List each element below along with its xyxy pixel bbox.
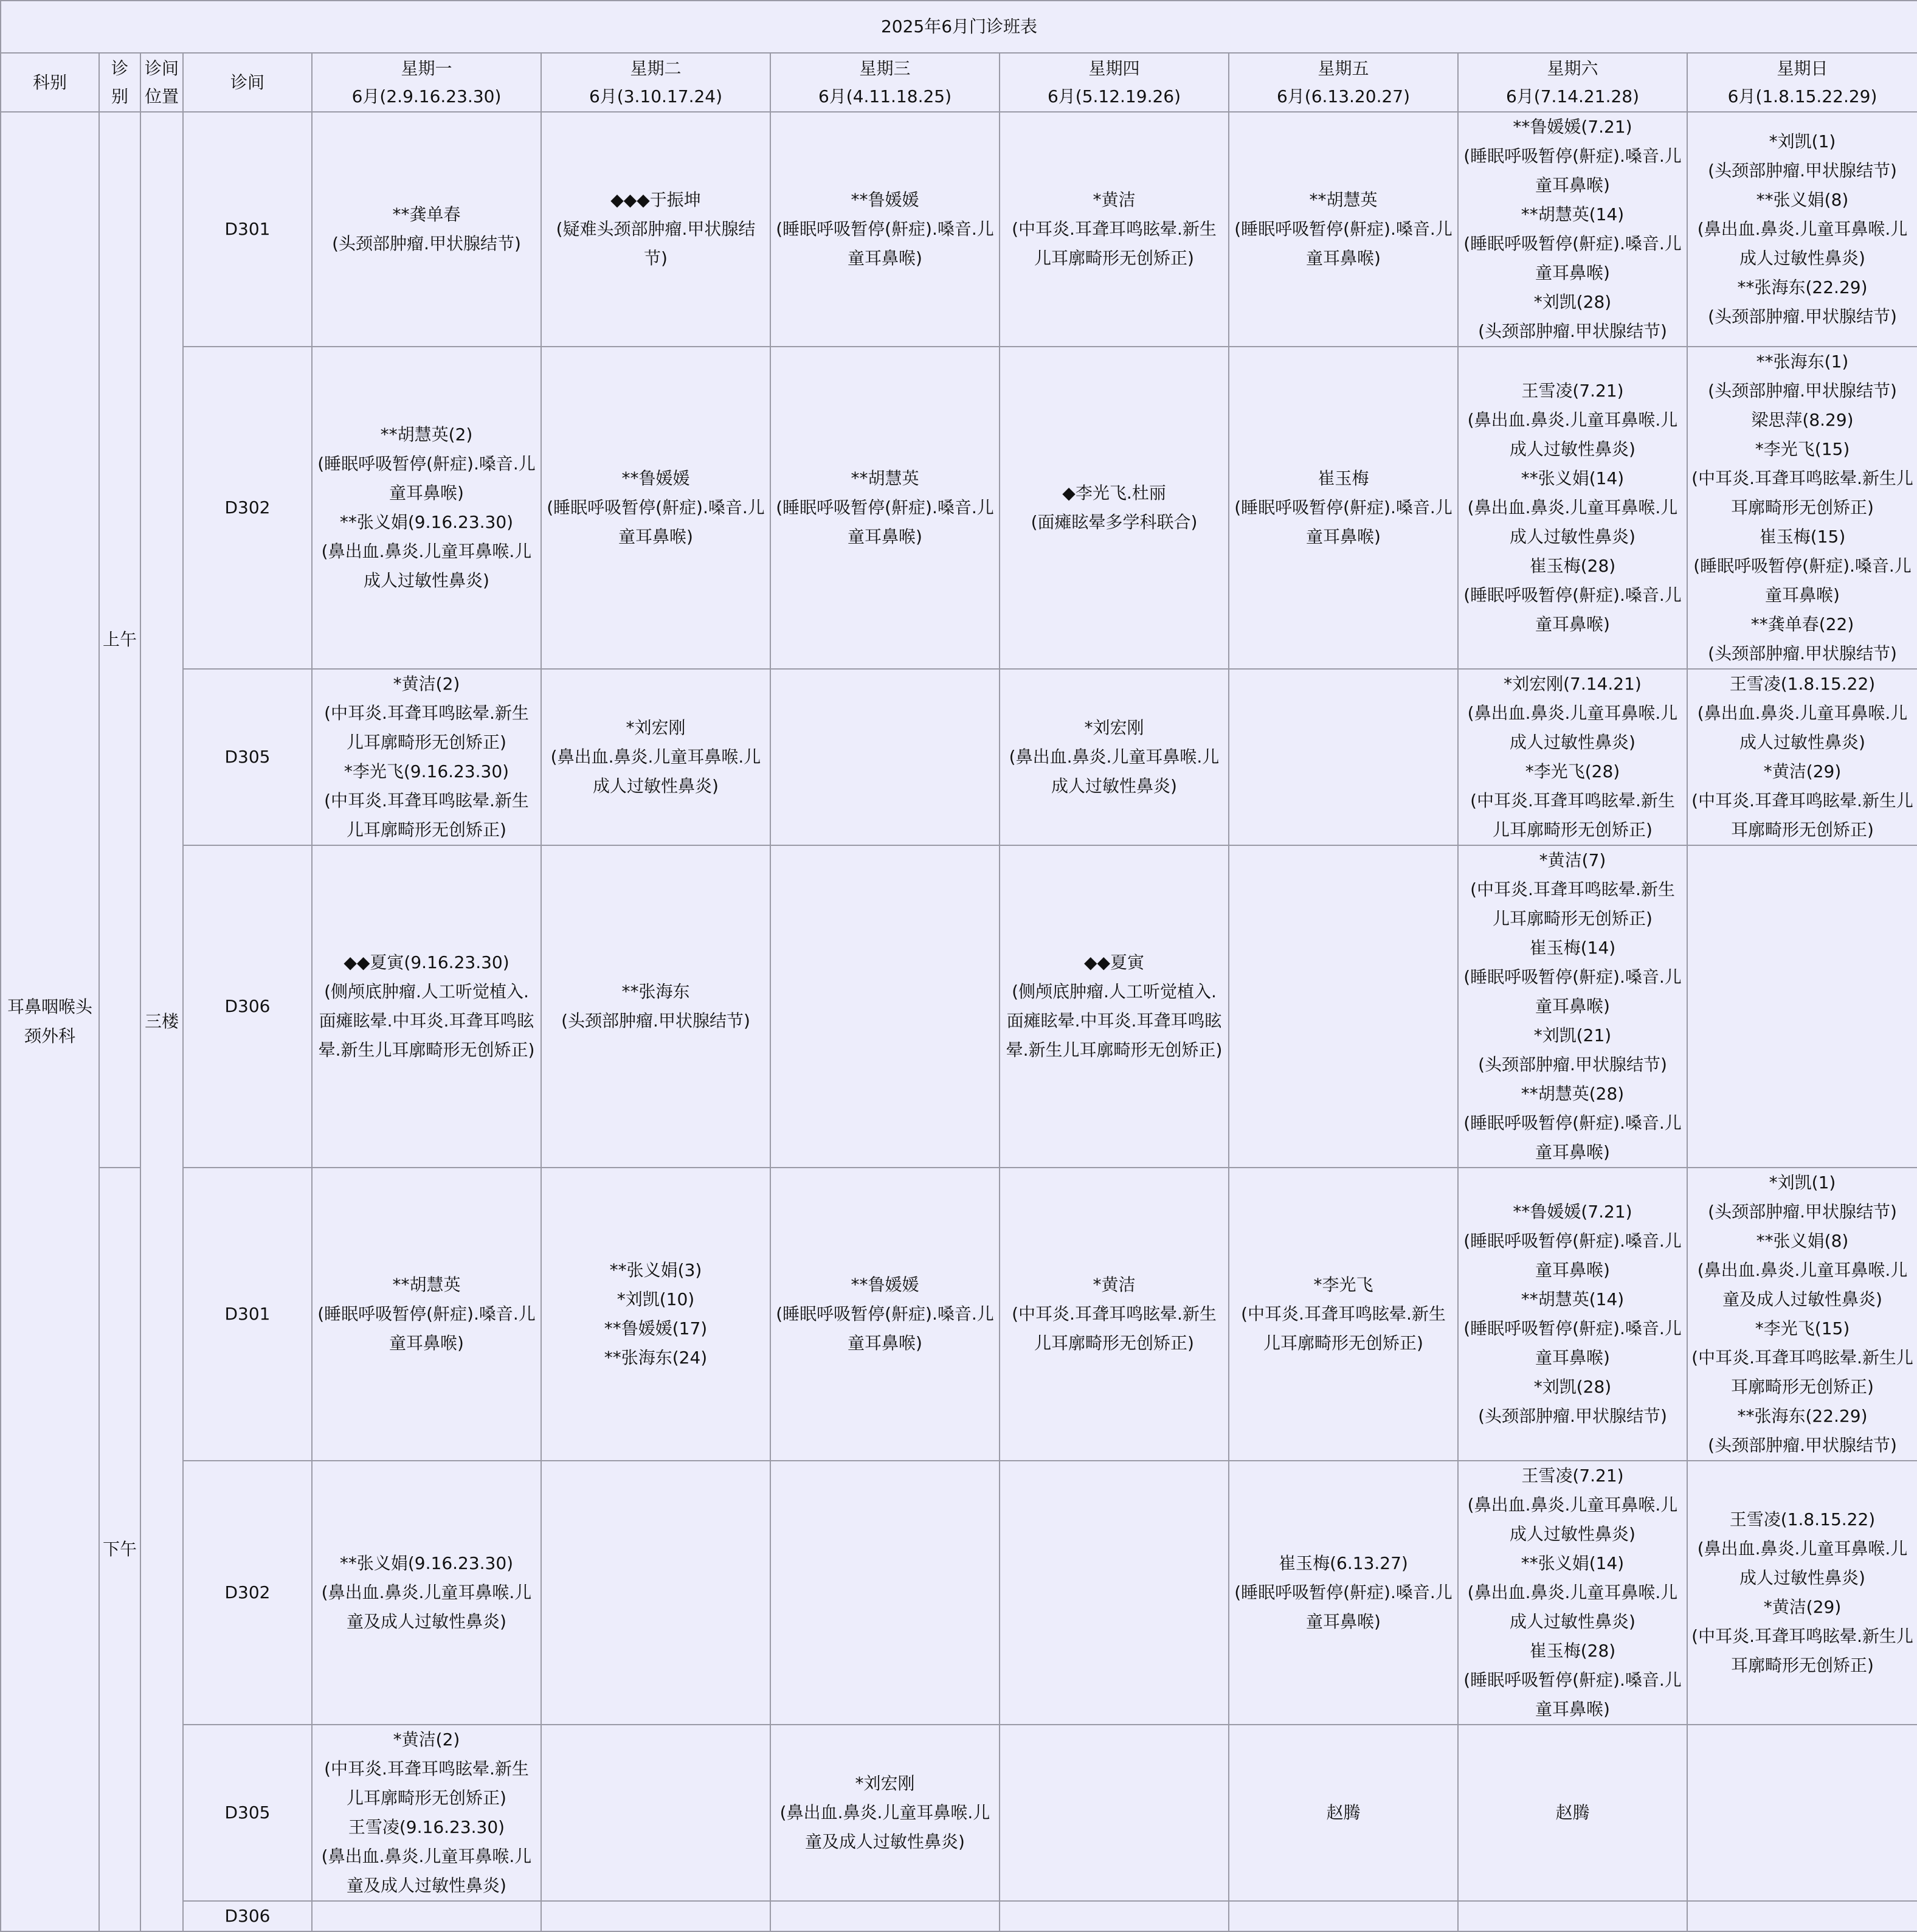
header-sunday: 星期日 6月(1.8.15.22.29) xyxy=(1687,53,1917,112)
schedule-cell-saturday xyxy=(1458,1901,1687,1931)
doctor-entry-line: (鼻出血.鼻炎.儿童耳鼻喉.儿成人过敏性鼻炎) xyxy=(1467,410,1678,459)
doctor-entry-line: 崔玉梅(14) xyxy=(1529,938,1616,958)
doctor-entry-line: (睡眠呼吸暂停(鼾症).嗓音.儿童耳鼻喉) xyxy=(1463,967,1682,1016)
schedule-cell-thursday xyxy=(1000,669,1229,845)
doctor-entry-line: 崔玉梅(28) xyxy=(1529,556,1616,576)
schedule-cell-thursday xyxy=(1000,1168,1229,1461)
doctor-entry-line: *刘凯(21) xyxy=(1533,1025,1612,1045)
doctor-entry-line: (中耳炎.耳聋耳鸣眩晕.新生儿耳廓畸形无创矫正) xyxy=(324,1759,529,1808)
schedule-cell-monday xyxy=(312,347,541,669)
doctor-entry-line: 崔玉梅(28) xyxy=(1529,1641,1616,1661)
schedule-row xyxy=(1,112,1917,347)
doctor-entry-line: (睡眠呼吸暂停(鼾症).嗓音.儿童耳鼻喉) xyxy=(317,454,536,503)
doctor-entry-line: (鼻出血.鼻炎.儿童耳鼻喉.儿成人过敏性鼻炎) xyxy=(1009,747,1220,796)
doctor-entry-line: **胡慧英(28) xyxy=(1521,1084,1625,1104)
doctor-entry-line: **张海东(24) xyxy=(604,1348,708,1368)
doctor-entry-line: *李光飞(15) xyxy=(1755,439,1850,459)
room-number: D301 xyxy=(183,112,312,347)
schedule-cell-monday xyxy=(312,669,541,845)
doctor-entry-line: (面瘫眩晕多学科联合) xyxy=(1031,512,1198,532)
schedule-cell-tuesday xyxy=(541,1461,770,1725)
doctor-entry-line: (睡眠呼吸暂停(鼾症).嗓音.儿童耳鼻喉) xyxy=(1463,585,1682,634)
schedule-cell-saturday xyxy=(1458,845,1687,1168)
doctor-entry-line: **胡慧英(14) xyxy=(1521,1289,1625,1309)
doctor-entry-line: (睡眠呼吸暂停(鼾症).嗓音.儿童耳鼻喉) xyxy=(776,219,994,268)
doctor-entry-line: (中耳炎.耳聋耳鸣眩晕.新生儿耳廓畸形无创矫正) xyxy=(1470,791,1675,840)
schedule-row xyxy=(1,1725,1917,1901)
doctor-entry-line: (睡眠呼吸暂停(鼾症).嗓音.儿童耳鼻喉) xyxy=(1234,1582,1452,1632)
schedule-row xyxy=(1,845,1917,1168)
doctor-entry-line: *刘宏刚 xyxy=(626,718,686,738)
schedule-row xyxy=(1,1901,1917,1931)
doctor-entry-line: *黄洁(7) xyxy=(1539,850,1606,870)
header-thursday: 星期四 6月(5.12.19.26) xyxy=(1000,53,1229,112)
schedule-cell-saturday xyxy=(1458,669,1687,845)
doctor-entry-line: **张义娟(3) xyxy=(609,1260,702,1280)
doctor-entry-line: **鲁媛媛 xyxy=(621,468,690,488)
doctor-entry-line: **鲁媛媛 xyxy=(851,1275,919,1295)
doctor-entry-line: (鼻出血.鼻炎.儿童耳鼻喉.儿成人过敏性鼻炎) xyxy=(321,541,532,590)
doctor-entry-line: *黄洁(2) xyxy=(393,674,460,694)
schedule-cell-friday xyxy=(1229,1168,1458,1461)
doctor-entry-line: (鼻出血.鼻炎.儿童耳鼻喉.儿成人过敏性鼻炎) xyxy=(1467,497,1678,547)
schedule-cell-wednesday xyxy=(770,1901,1000,1931)
header-dept: 科别 xyxy=(1,53,99,112)
doctor-entry-line: (侧颅底肿瘤.人工听觉植入.面瘫眩晕.中耳炎.耳聋耳鸣眩晕.新生儿耳廓畸形无创矫正) xyxy=(1006,982,1223,1060)
doctor-entry-line: *刘凯(1) xyxy=(1769,131,1836,151)
doctor-entry-line: (中耳炎.耳聋耳鸣眩晕.新生儿耳廓畸形无创矫正) xyxy=(1691,468,1913,518)
doctor-entry-line: 王雪凌(7.21) xyxy=(1521,1466,1624,1486)
doctor-entry-line: **鲁媛媛(7.21) xyxy=(1513,117,1632,137)
schedule-cell-saturday xyxy=(1458,347,1687,669)
schedule-cell-wednesday xyxy=(770,1725,1000,1901)
doctor-entry-line: 崔玉梅 xyxy=(1318,468,1369,488)
schedule-cell-friday xyxy=(1229,347,1458,669)
header-location: 诊间位置 xyxy=(140,53,183,112)
schedule-cell-sunday xyxy=(1687,347,1917,669)
doctor-entry-line: (睡眠呼吸暂停(鼾症).嗓音.儿童耳鼻喉) xyxy=(1693,556,1912,605)
doctor-entry-line: (头颈部肿瘤.甲状腺结节) xyxy=(1708,1202,1897,1222)
department-name: 耳鼻咽喉头颈外科 xyxy=(1,112,99,1931)
schedule-cell-sunday xyxy=(1687,1901,1917,1931)
doctor-entry-line: ◆◆夏寅(9.16.23.30) xyxy=(344,952,509,972)
doctor-entry-line: *黄洁(2) xyxy=(393,1729,460,1750)
doctor-entry-line: (头颈部肿瘤.甲状腺结节) xyxy=(332,234,521,254)
doctor-entry-line: *李光飞(9.16.23.30) xyxy=(344,761,509,781)
period-morning: 上午 xyxy=(99,112,140,1168)
doctor-entry-line: (中耳炎.耳聋耳鸣眩晕.新生儿耳廓畸形无创矫正) xyxy=(1470,879,1675,929)
schedule-cell-tuesday xyxy=(541,347,770,669)
schedule-cell-monday xyxy=(312,1901,541,1931)
doctor-entry-line: *刘凯(1) xyxy=(1769,1172,1836,1193)
schedule-cell-wednesday xyxy=(770,669,1000,845)
schedule-cell-tuesday xyxy=(541,845,770,1168)
schedule-cell-monday xyxy=(312,1461,541,1725)
header-monday: 星期一 6月(2.9.16.23.30) xyxy=(312,53,541,112)
schedule-cell-wednesday xyxy=(770,845,1000,1168)
doctor-entry-line: (头颈部肿瘤.甲状腺结节) xyxy=(1708,1435,1897,1455)
doctor-entry-line: (头颈部肿瘤.甲状腺结节) xyxy=(1478,1406,1667,1426)
doctor-entry-line: *黄洁(29) xyxy=(1763,761,1842,781)
doctor-entry-line: **胡慧英 xyxy=(851,468,919,488)
schedule-cell-thursday xyxy=(1000,112,1229,347)
header-wednesday: 星期三 6月(4.11.18.25) xyxy=(770,53,1000,112)
schedule-cell-thursday xyxy=(1000,845,1229,1168)
doctor-entry-line: **胡慧英 xyxy=(392,1275,461,1295)
doctor-entry-line: **龚单春(22) xyxy=(1750,614,1854,634)
doctor-entry-line: (鼻出血.鼻炎.儿童耳鼻喉.儿童及成人过敏性鼻炎) xyxy=(779,1802,990,1852)
doctor-entry-line: (侧颅底肿瘤.人工听觉植入.面瘫眩晕.中耳炎.耳聋耳鸣眩晕.新生儿耳廓畸形无创矫正) xyxy=(318,982,535,1060)
doctor-entry-line: (睡眠呼吸暂停(鼾症).嗓音.儿童耳鼻喉) xyxy=(1234,219,1452,268)
header-friday: 星期五 6月(6.13.20.27) xyxy=(1229,53,1458,112)
doctor-entry-line: (睡眠呼吸暂停(鼾症).嗓音.儿童耳鼻喉) xyxy=(1463,1231,1682,1280)
schedule-row xyxy=(1,1168,1917,1461)
doctor-entry-line: ◆李光飞.杜丽 xyxy=(1062,483,1166,503)
doctor-entry-line: (鼻出血.鼻炎.儿童耳鼻喉.儿成人过敏性鼻炎) xyxy=(1467,1582,1678,1632)
schedule-cell-monday xyxy=(312,112,541,347)
doctor-entry-line: (头颈部肿瘤.甲状腺结节) xyxy=(1708,306,1897,327)
doctor-entry-line: (头颈部肿瘤.甲状腺结节) xyxy=(1478,321,1667,341)
schedule-cell-friday xyxy=(1229,1901,1458,1931)
doctor-entry-line: (中耳炎.耳聋耳鸣眩晕.新生儿耳廓畸形无创矫正) xyxy=(1691,1348,1913,1397)
schedule-cell-thursday xyxy=(1000,1461,1229,1725)
doctor-entry-line: *刘宏刚 xyxy=(855,1773,915,1793)
doctor-entry-line: (睡眠呼吸暂停(鼾症).嗓音.儿童耳鼻喉) xyxy=(547,497,765,547)
period-afternoon: 下午 xyxy=(99,1168,140,1931)
room-number: D301 xyxy=(183,1168,312,1461)
doctor-entry-line: (中耳炎.耳聋耳鸣眩晕.新生儿耳廓畸形无创矫正) xyxy=(324,703,529,752)
doctor-entry-line: (鼻出血.鼻炎.儿童耳鼻喉.儿成人过敏性鼻炎) xyxy=(1697,1539,1908,1588)
doctor-entry-line: *黄洁 xyxy=(1093,190,1136,210)
schedule-cell-sunday xyxy=(1687,1725,1917,1901)
schedule-cell-tuesday xyxy=(541,1901,770,1931)
floor-location: 三楼 xyxy=(140,112,183,1931)
doctor-entry-line: 王雪凌(7.21) xyxy=(1521,381,1624,401)
doctor-entry-line: **胡慧英(14) xyxy=(1521,204,1625,224)
doctor-entry-line: 赵腾 xyxy=(1326,1802,1361,1823)
header-row xyxy=(1,53,1917,112)
doctor-entry-line: 赵腾 xyxy=(1555,1802,1590,1823)
doctor-entry-line: (睡眠呼吸暂停(鼾症).嗓音.儿童耳鼻喉) xyxy=(1463,1670,1682,1719)
doctor-entry-line: *黄洁 xyxy=(1093,1275,1136,1295)
doctor-entry-line: (头颈部肿瘤.甲状腺结节) xyxy=(1708,161,1897,181)
doctor-entry-line: 王雪凌(1.8.15.22) xyxy=(1729,674,1876,694)
doctor-entry-line: (鼻出血.鼻炎.儿童耳鼻喉.儿成人过敏性鼻炎) xyxy=(1697,703,1908,752)
header-saturday: 星期六 6月(7.14.21.28) xyxy=(1458,53,1687,112)
doctor-entry-line: **胡慧英(2) xyxy=(380,424,473,445)
doctor-entry-line: (疑难头颈部肿瘤.甲状腺结节) xyxy=(556,219,756,268)
doctor-entry-line: **张义娟(8) xyxy=(1756,1231,1849,1251)
schedule-cell-tuesday xyxy=(541,112,770,347)
doctor-entry-line: *李光飞 xyxy=(1313,1275,1373,1295)
room-number: D305 xyxy=(183,1725,312,1901)
room-number: D306 xyxy=(183,845,312,1168)
doctor-entry-line: **张义娟(9.16.23.30) xyxy=(339,512,514,532)
doctor-entry-line: **张海东(22.29) xyxy=(1737,277,1868,297)
doctor-entry-line: *刘凯(28) xyxy=(1533,292,1612,312)
doctor-entry-line: 崔玉梅(15) xyxy=(1759,527,1846,547)
schedule-cell-sunday xyxy=(1687,1168,1917,1461)
doctor-entry-line: (头颈部肿瘤.甲状腺结节) xyxy=(1478,1054,1667,1075)
schedule-cell-saturday xyxy=(1458,1725,1687,1901)
doctor-entry-line: (头颈部肿瘤.甲状腺结节) xyxy=(1708,643,1897,663)
schedule-cell-friday xyxy=(1229,1461,1458,1725)
doctor-entry-line: ◆◆◆于振坤 xyxy=(610,190,701,210)
doctor-entry-line: **龚单春 xyxy=(392,204,461,224)
schedule-cell-tuesday xyxy=(541,669,770,845)
doctor-entry-line: **鲁媛媛(7.21) xyxy=(1513,1202,1632,1222)
schedule-cell-friday xyxy=(1229,845,1458,1168)
doctor-entry-line: *李光飞(28) xyxy=(1525,761,1620,781)
doctor-entry-line: (睡眠呼吸暂停(鼾症).嗓音.儿童耳鼻喉) xyxy=(1463,1318,1682,1368)
schedule-cell-wednesday xyxy=(770,112,1000,347)
doctor-entry-line: (睡眠呼吸暂停(鼾症).嗓音.儿童耳鼻喉) xyxy=(1463,234,1682,283)
room-number: D302 xyxy=(183,347,312,669)
doctor-entry-line: 王雪凌(1.8.15.22) xyxy=(1729,1509,1876,1529)
header-tuesday: 星期二 6月(3.10.17.24) xyxy=(541,53,770,112)
schedule-cell-monday xyxy=(312,845,541,1168)
doctor-entry-line: *黄洁(29) xyxy=(1763,1597,1842,1617)
schedule-cell-wednesday xyxy=(770,1168,1000,1461)
schedule-cell-tuesday xyxy=(541,1168,770,1461)
schedule-row xyxy=(1,669,1917,845)
doctor-entry-line: (头颈部肿瘤.甲状腺结节) xyxy=(561,1011,750,1031)
schedule-cell-wednesday xyxy=(770,1461,1000,1725)
schedule-cell-friday xyxy=(1229,669,1458,845)
schedule-cell-sunday xyxy=(1687,845,1917,1168)
room-number: D305 xyxy=(183,669,312,845)
schedule-cell-sunday xyxy=(1687,1461,1917,1725)
doctor-entry-line: (鼻出血.鼻炎.儿童耳鼻喉.儿童及成人过敏性鼻炎) xyxy=(321,1582,532,1632)
doctor-entry-line: (中耳炎.耳聋耳鸣眩晕.新生儿耳廓畸形无创矫正) xyxy=(324,791,529,840)
doctor-entry-line: *刘宏刚(7.14.21) xyxy=(1504,674,1642,694)
doctor-entry-line: **张海东(22.29) xyxy=(1737,1406,1868,1426)
doctor-entry-line: *李光飞(15) xyxy=(1755,1318,1850,1338)
schedule-cell-sunday xyxy=(1687,112,1917,347)
schedule-cell-monday xyxy=(312,1168,541,1461)
doctor-entry-line: (中耳炎.耳聋耳鸣眩晕.新生儿耳廓畸形无创矫正) xyxy=(1012,1304,1217,1353)
schedule-cell-wednesday xyxy=(770,347,1000,669)
doctor-entry-line: **张义娟(14) xyxy=(1521,1553,1625,1573)
schedule-cell-thursday xyxy=(1000,347,1229,669)
header-period: 诊别 xyxy=(99,53,140,112)
doctor-entry-line: **鲁媛媛 xyxy=(851,190,919,210)
doctor-entry-line: (中耳炎.耳聋耳鸣眩晕.新生儿耳廓畸形无创矫正) xyxy=(1241,1304,1446,1353)
schedule-cell-saturday xyxy=(1458,1168,1687,1461)
doctor-entry-line: 王雪凌(9.16.23.30) xyxy=(348,1817,505,1837)
schedule-row xyxy=(1,1461,1917,1725)
schedule-cell-thursday xyxy=(1000,1725,1229,1901)
schedule-cell-saturday xyxy=(1458,1461,1687,1725)
doctor-entry-line: **张海东 xyxy=(621,982,690,1002)
doctor-entry-line: (鼻出血.鼻炎.儿童耳鼻喉.儿童及成人过敏性鼻炎) xyxy=(321,1846,532,1896)
doctor-entry-line: *刘凯(28) xyxy=(1533,1377,1612,1397)
doctor-entry-line: (睡眠呼吸暂停(鼾症).嗓音.儿童耳鼻喉) xyxy=(776,497,994,547)
doctor-entry-line: *刘凯(10) xyxy=(617,1289,695,1309)
doctor-entry-line: (鼻出血.鼻炎.儿童耳鼻喉.儿成人过敏性鼻炎) xyxy=(1467,1495,1678,1544)
doctor-entry-line: (鼻出血.鼻炎.儿童耳鼻喉.儿成人过敏性鼻炎) xyxy=(1697,219,1908,268)
doctor-entry-line: *刘宏刚 xyxy=(1084,718,1144,738)
schedule-row xyxy=(1,347,1917,669)
doctor-entry-line: **胡慧英 xyxy=(1309,190,1378,210)
schedule-cell-sunday xyxy=(1687,669,1917,845)
schedule-cell-monday xyxy=(312,1725,541,1901)
schedule-cell-friday xyxy=(1229,112,1458,347)
doctor-entry-line: **张义娟(8) xyxy=(1756,190,1849,210)
doctor-entry-line: (睡眠呼吸暂停(鼾症).嗓音.儿童耳鼻喉) xyxy=(1463,146,1682,195)
doctor-entry-line: (中耳炎.耳聋耳鸣眩晕.新生儿耳廓畸形无创矫正) xyxy=(1691,791,1913,840)
room-number: D302 xyxy=(183,1461,312,1725)
room-number: D306 xyxy=(183,1901,312,1931)
doctor-entry-line: (鼻出血.鼻炎.儿童耳鼻喉.儿童及成人过敏性鼻炎) xyxy=(1697,1260,1908,1309)
doctor-entry-line: (中耳炎.耳聋耳鸣眩晕.新生儿耳廓畸形无创矫正) xyxy=(1012,219,1217,268)
doctor-entry-line: **张海东(1) xyxy=(1756,351,1849,372)
doctor-entry-line: (睡眠呼吸暂停(鼾症).嗓音.儿童耳鼻喉) xyxy=(1463,1113,1682,1162)
doctor-entry-line: 崔玉梅(6.13.27) xyxy=(1279,1553,1408,1573)
doctor-entry-line: 梁思萍(8.29) xyxy=(1751,410,1854,430)
doctor-entry-line: **鲁媛媛(17) xyxy=(604,1318,708,1338)
schedule-cell-friday xyxy=(1229,1725,1458,1901)
doctor-entry-line: **张义娟(9.16.23.30) xyxy=(339,1553,514,1573)
doctor-entry-line: ◆◆夏寅 xyxy=(1083,952,1145,972)
doctor-entry-line: (头颈部肿瘤.甲状腺结节) xyxy=(1708,381,1897,401)
doctor-entry-line: (鼻出血.鼻炎.儿童耳鼻喉.儿成人过敏性鼻炎) xyxy=(550,747,761,796)
doctor-entry-line: (睡眠呼吸暂停(鼾症).嗓音.儿童耳鼻喉) xyxy=(317,1304,536,1353)
table-title: 2025年6月门诊班表 xyxy=(1,1,1917,53)
doctor-entry-line: (睡眠呼吸暂停(鼾症).嗓音.儿童耳鼻喉) xyxy=(1234,497,1452,547)
header-room: 诊间 xyxy=(183,53,312,112)
schedule-cell-thursday xyxy=(1000,1901,1229,1931)
doctor-entry-line: (中耳炎.耳聋耳鸣眩晕.新生儿耳廓畸形无创矫正) xyxy=(1691,1626,1913,1675)
doctor-entry-line: (鼻出血.鼻炎.儿童耳鼻喉.儿成人过敏性鼻炎) xyxy=(1467,703,1678,752)
doctor-entry-line: **张义娟(14) xyxy=(1521,468,1625,488)
doctor-entry-line: (睡眠呼吸暂停(鼾症).嗓音.儿童耳鼻喉) xyxy=(776,1304,994,1353)
schedule-cell-saturday xyxy=(1458,112,1687,347)
schedule-cell-tuesday xyxy=(541,1725,770,1901)
